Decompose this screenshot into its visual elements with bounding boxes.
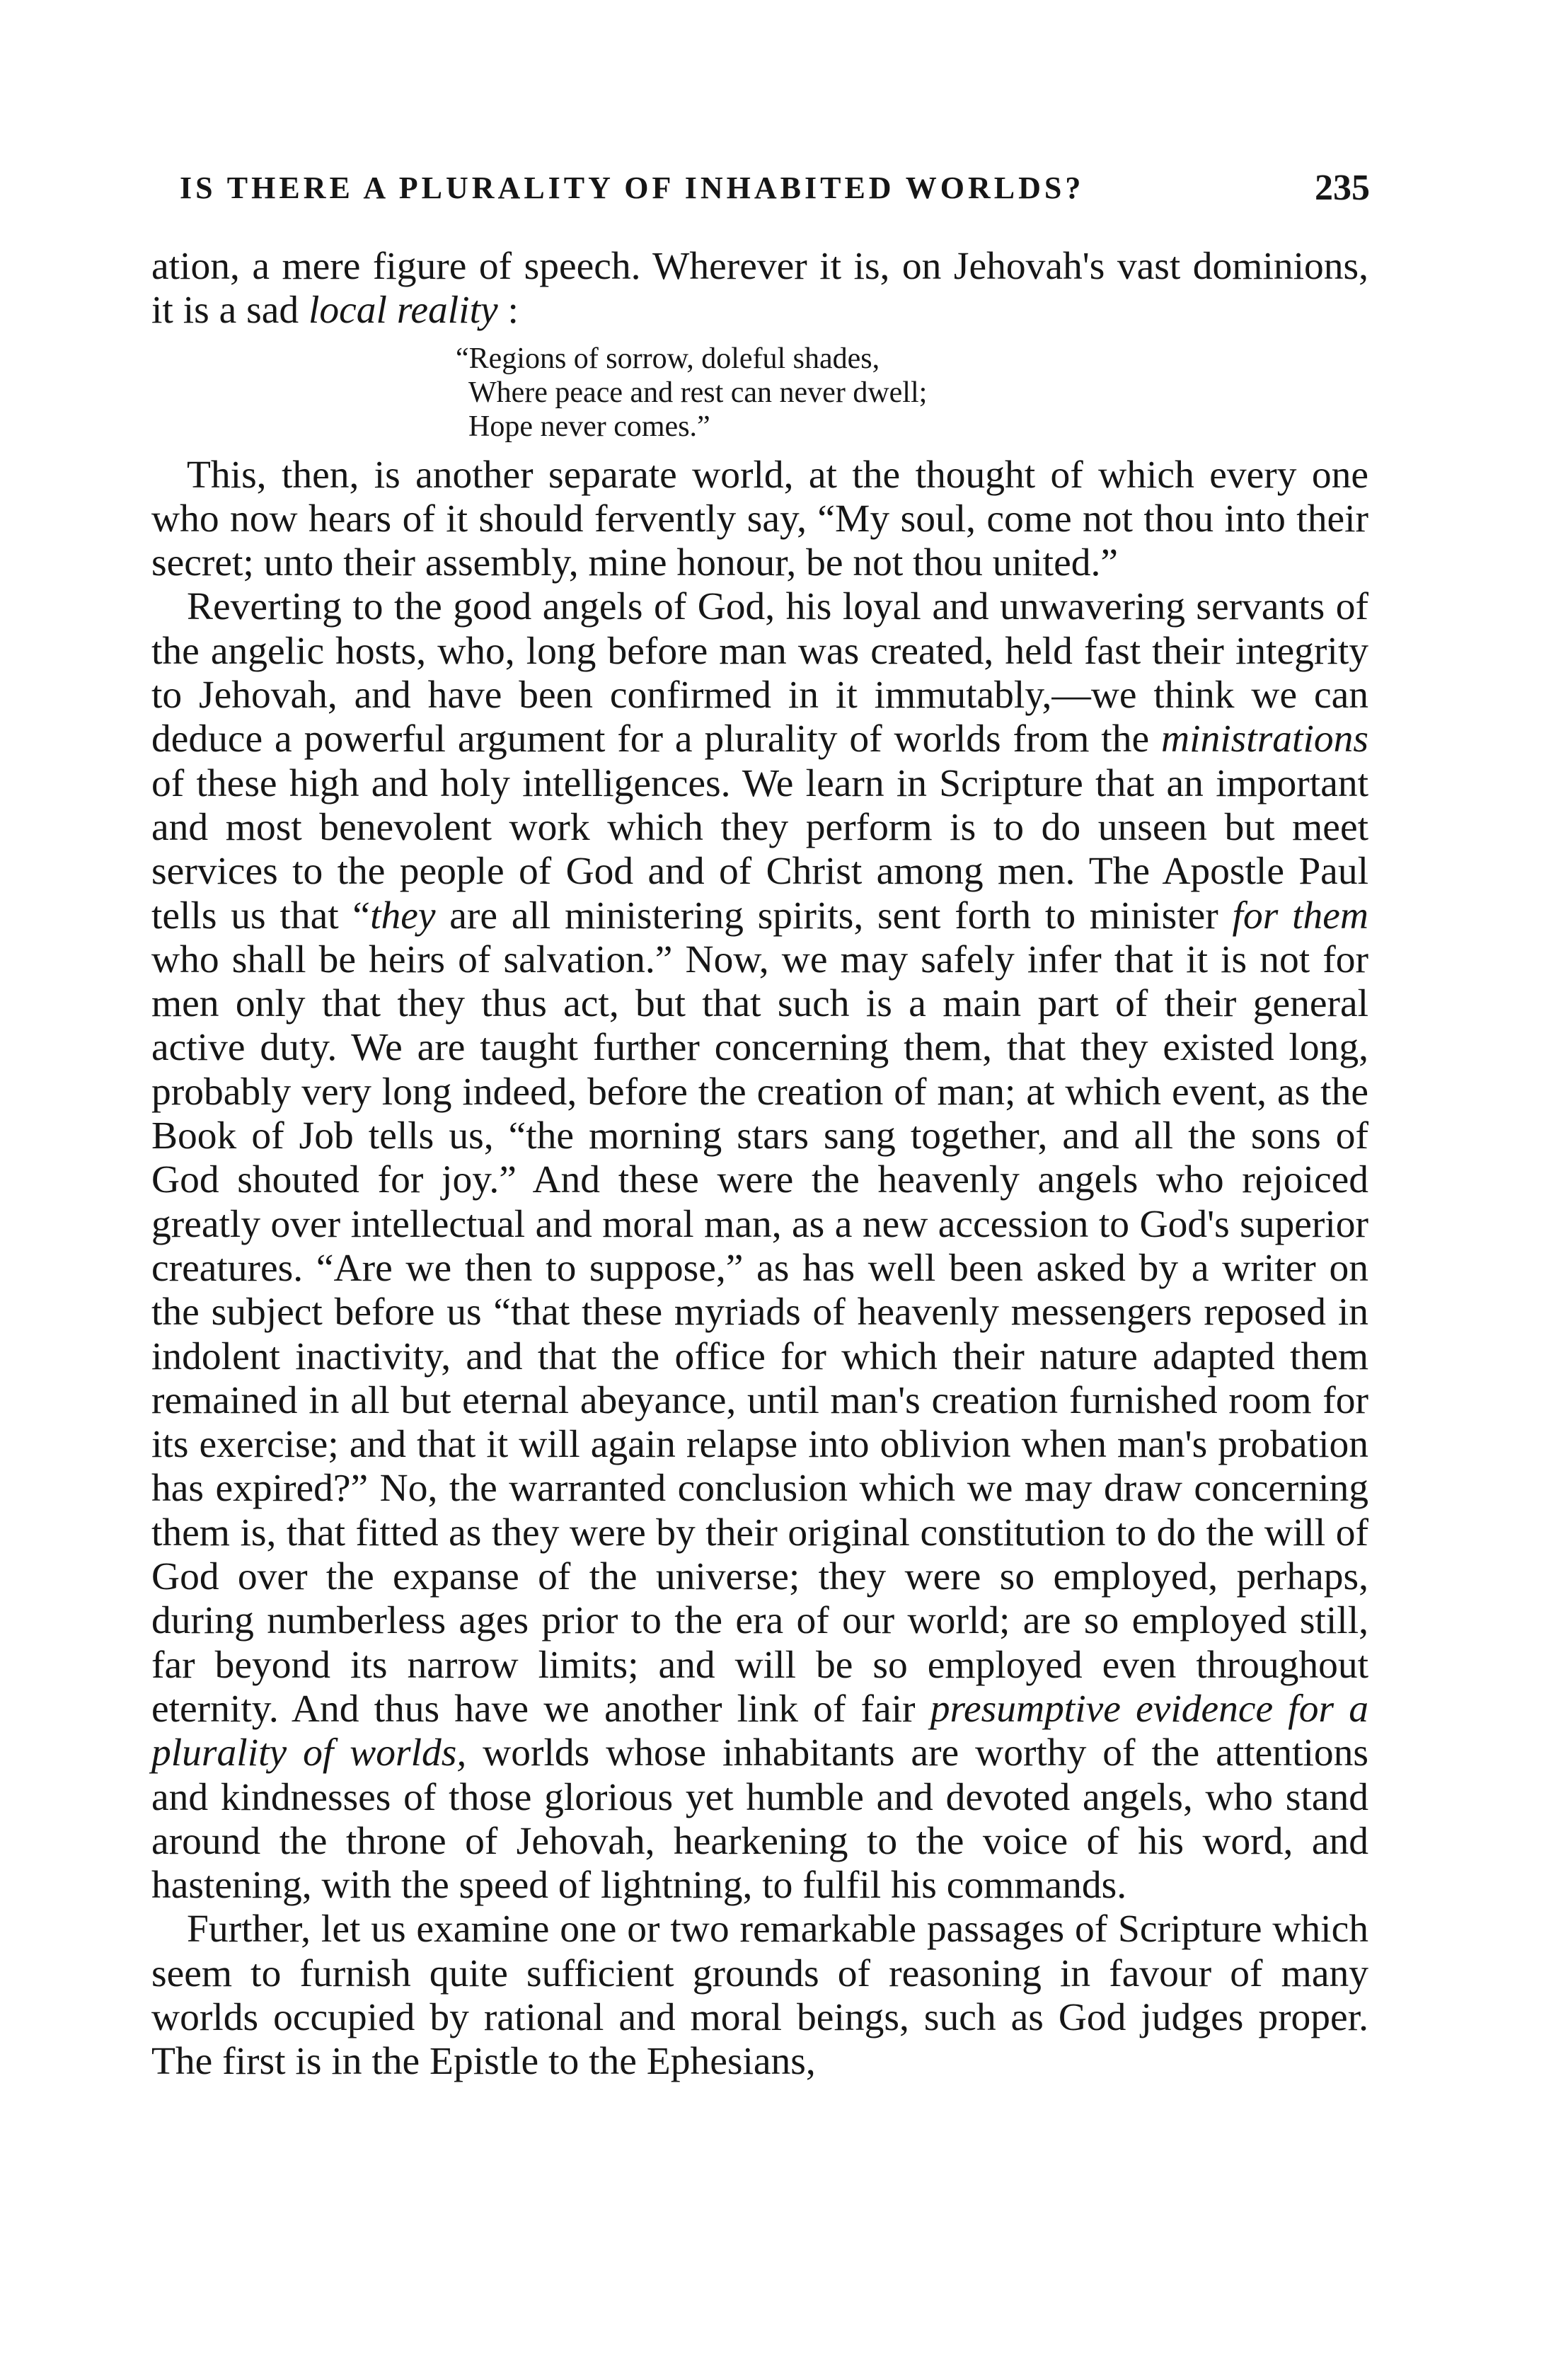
- italic-phrase: ministrations: [1161, 717, 1368, 761]
- paragraph-text: :: [497, 289, 519, 333]
- italic-phrase: for them: [1232, 894, 1368, 938]
- italic-phrase: local reality: [308, 289, 498, 333]
- paragraph-text: worlds whose inhabitants are worthy of the attentions and kindnesses of those glorious yet humble and devoted angels, who stand around the throne of Jehovah, hearkening to the voice of his word, and hastening, with the speed of lightning, to fulfil his commands.: [151, 1731, 1369, 1908]
- italic-phrase: presumptive evidence for a plurality of worlds,: [151, 1687, 1368, 1775]
- verse-quotation: [456, 342, 1368, 444]
- paragraph-text: of these high and holy intelligences. We learn in Scripture that an important and most benevolent work which they perform is to do unseen but meet services to the people of God and of Christ among men. The Apostle Paul tells us that “: [151, 761, 1368, 938]
- running-head: [151, 167, 1368, 217]
- paragraph: [151, 585, 1368, 1908]
- paragraph-text: are all ministering spirits, sent forth to minister: [435, 894, 1233, 938]
- italic-phrase: they: [370, 894, 436, 938]
- paragraph-text: who shall be heirs of salvation.” Now, we may safely infer that it is not for men only that they thus act, but that such is a main part of their general active duty. We are taught further concerning them, that they existed long, probably very long indeed, before the creation of man; at which event, as the Book of Job tells us, “the morning stars sang together, and all the sons of God shouted for joy.” And these were the heavenly angels who rejoiced greatly over intellectual and moral man, as a new accession to God's superior creatures. “Are we then to suppose,” as has well been asked by a writer on the subject before us “that these myriads of heavenly messengers reposed in indolent inactivity, and that the office for which their nature adapted them remained in all but eternal abeyance, until man's creation furnished room for its exercise; and that it will again relapse into oblivion when man's probation has expired?” No, the warranted conclusion which we may draw concerning them is, that fitted as they were by their original constitution to do the will of God over the expanse of the universe; they were so employed, perhaps, during numberless ages prior to the era of our world; are so employed still, far beyond its narrow limits; and will be so employed even throughout eternity. And thus have we another link of fair: [151, 938, 1368, 1731]
- verse-line: Where peace and rest can never dwell;: [468, 376, 928, 409]
- verse-line: “Regions of sorrow, doleful shades,: [456, 342, 880, 375]
- book-page: [151, 167, 1368, 2084]
- paragraph-text: Reverting to the good angels of God, his loyal and unwavering servants of the angelic hosts, who, long before man was created, held fast their integrity to Jehovah, and have been confirmed in it immutably,—we think we can deduce a powerful argument for a plurality of worlds from the: [151, 585, 1368, 761]
- body-text: [151, 245, 1368, 2084]
- verse-line: Hope never comes.”: [468, 410, 710, 443]
- paragraph-continuation: [151, 245, 1368, 333]
- paragraph: Further, let us examine one or two remarkable passages of Scripture which seem to furnish quite sufficient grounds of reasoning in favour of many worlds occupied by rational and moral beings, such as God judges proper. The first is in the Epistle to the Ephesians,: [151, 1908, 1368, 2084]
- page-number: 235: [1315, 168, 1370, 208]
- paragraph: This, then, is another separate world, at the thought of which every one who now hears of it should fervently say, “My soul, come not thou into their secret; unto their assembly, mine honour, be not thou united.”: [151, 453, 1368, 585]
- running-title: IS THERE A PLURALITY OF INHABITED WORLDS?: [180, 171, 1085, 205]
- paragraph-text: ation, a mere figure of speech. Wherever it is, on Jehovah's vast dominions, it is a sad: [151, 245, 1368, 333]
